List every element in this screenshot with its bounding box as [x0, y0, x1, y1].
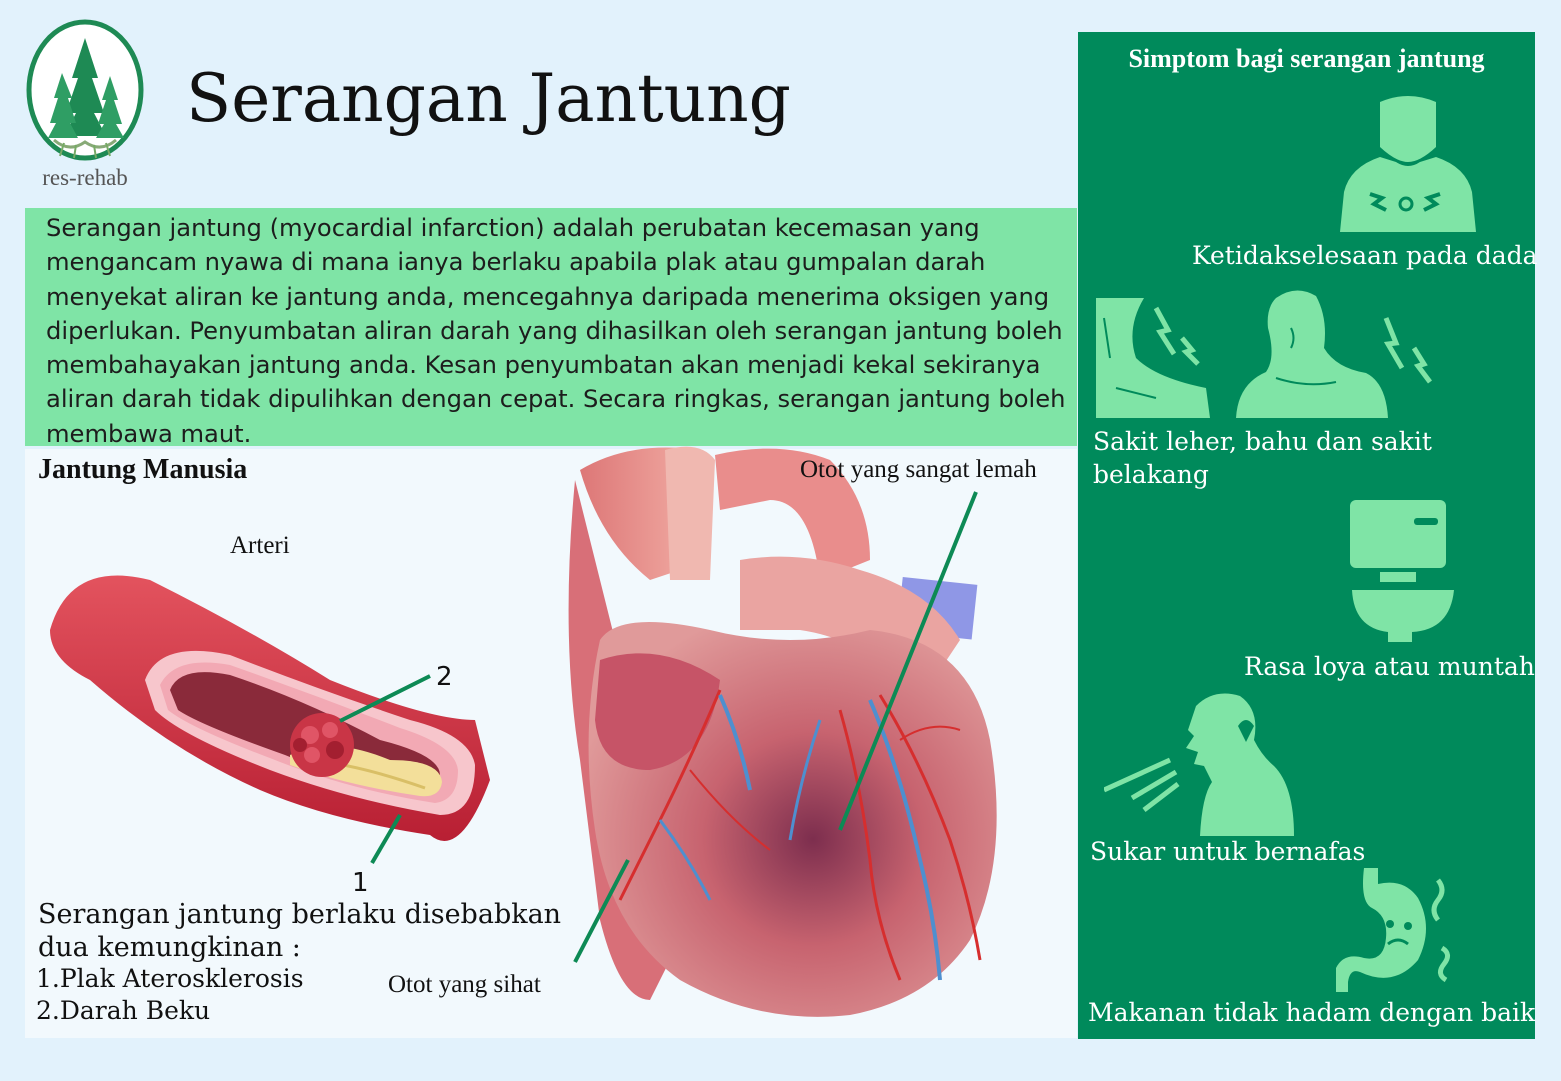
logo-text: res-rehab	[42, 165, 128, 190]
artery-label: Arteri	[230, 532, 290, 559]
weak-muscle-label: Otot yang sangat lemah	[800, 456, 1037, 483]
cause-item: 2.Darah Beku	[36, 996, 211, 1025]
heart-illustration	[540, 440, 1040, 1040]
sidebar-title: Simptom bagi serangan jantung	[1128, 44, 1485, 73]
symptom-label-line1: Sakit leher, bahu dan sakit	[1093, 427, 1432, 456]
page-title: Serangan Jantung	[186, 60, 791, 137]
chest-pain-icon	[1340, 92, 1476, 238]
symptom-label: Ketidakselesaan pada dada	[1192, 241, 1538, 270]
back-pain-icon	[1236, 288, 1442, 422]
healthy-muscle-label: Otot yang sihat	[388, 971, 541, 998]
marker-2: 2	[436, 662, 453, 692]
heart-heading: Jantung Manusia	[38, 454, 248, 485]
intro-paragraph: Serangan jantung (myocardial infarction) adalah perubatan kecemasan yang mengancam nyawa di mana ianya berlaku apabila plak atau gumpalan darah menyekat aliran ke jantung anda, mencegahnya daripada menerima oksigen yang diperlukan. Penyumbatan aliran darah yang dihasilkan oleh serangan jantung boleh membahayakan jantung anda. Kesan penyumbatan akan menjadi kekal sekiranya aliran darah tidak dipulihkan dengan cepat. Secara ringkas, serangan jantung boleh membawa maut.	[46, 214, 1066, 448]
symptom-label-line2: belakang	[1093, 460, 1209, 489]
symptom-label: Sukar untuk bernafas	[1090, 837, 1366, 866]
marker-1: 1	[352, 868, 369, 898]
neck-pain-icon	[1096, 298, 1210, 422]
stomach-icon	[1334, 868, 1464, 998]
causes-intro-line1: Serangan jantung berlaku disebabkan	[38, 899, 562, 930]
causes-block	[38, 898, 561, 964]
toilet-icon	[1350, 500, 1456, 646]
causes-intro-line2: dua kemungkinan :	[38, 932, 301, 963]
symptom-label: Rasa loya atau muntah	[1244, 652, 1535, 681]
artery-illustration	[30, 560, 510, 900]
cause-item: 1.Plak Aterosklerosis	[36, 964, 304, 993]
symptom-label: Makanan tidak hadam dengan baik	[1088, 998, 1536, 1027]
breathing-icon	[1104, 686, 1294, 840]
tree-logo-icon	[24, 18, 146, 168]
